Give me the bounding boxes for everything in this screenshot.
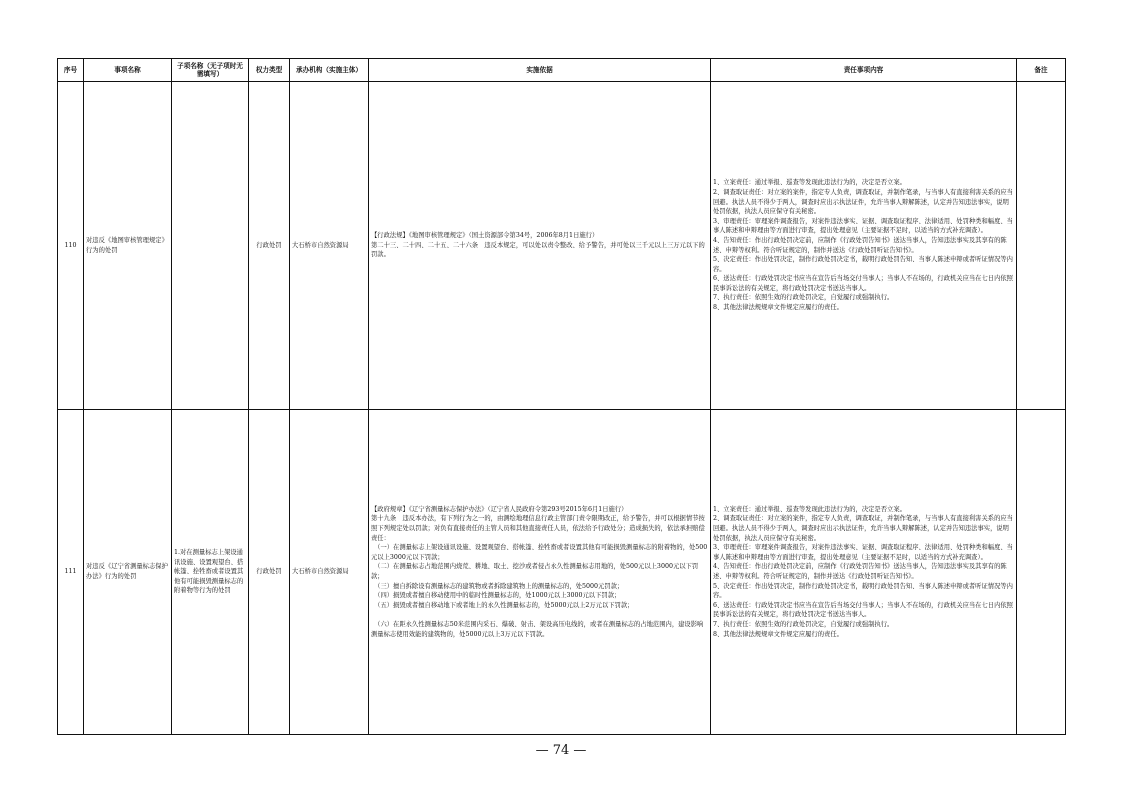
header-note: 备注 xyxy=(1017,59,1066,82)
header-responsibility: 责任事项内容 xyxy=(711,59,1017,82)
row-responsibility: 1、立案责任：通过举报、巡查等发现此违法行为的，决定是否立案。 2、调查取证责任：对立案的案件，指定专人负责，调查取证，并制作笔录，与当事人有直接利害关系的应当回避。执法人员不得少于两人，调查时应出示执法证件，允许当事人辩解陈述，认定并告知违法事实，说明处罚依据，执法人员应保守有关秘密。 3、审理责任：审理案件调查报告，对案件违法事实、证据、调查取证程序、法律适用、处罚种类和幅度、当事人陈述和申辩理由等方面进行审查，提出处理意见（主要证据不足时，以适当的方式补充调查）。 4、告知责任：作出行政处罚决定前，应制作《行政处罚告知书》送达当事人，告知违法事实及其享有的陈述、申辩等权利。符合听证规定的，制作并送达《行政处罚听证告知书》。 5、决定责任：作出处罚决定，制作行政处罚决定书，载明行政处罚告知、当事人陈述申辩或者听证情况等内容。 6、送达责任：行政处罚决定书应当在宣告后当场交付当事人；当事人不在场的，行政机关应当在七日内依照民事诉讼法的有关规定，将行政处罚决定书送达当事人。 7、执行责任：依照生效的行政处罚决定，自觉履行或强制执行。 8、其他法律法规规章文件规定应履行的责任。 xyxy=(711,82,1017,410)
row-note xyxy=(1017,410,1066,735)
table-row xyxy=(58,82,1066,410)
row-note xyxy=(1017,82,1066,410)
power-list-table xyxy=(57,58,1066,735)
header-power-type: 权力类型 xyxy=(249,59,290,82)
row-org: 大石桥市自然资源局 xyxy=(290,410,369,735)
row-seq: 110 xyxy=(58,82,84,410)
header-row xyxy=(58,59,1066,82)
header-basis: 实施依据 xyxy=(369,59,711,82)
row-responsibility: 1、立案责任：通过举报、巡查等发现此违法行为的，决定是否立案。 2、调查取证责任：对立案的案件，指定专人负责，调查取证，并制作笔录，与当事人有直接利害关系的应当回避。执法人员不得少于两人，调查时应出示执法证件，允许当事人辩解陈述，认定并告知违法事实，说明处罚依据，执法人员应保守有关秘密。 3、审理责任：审理案件调查报告，对案件违法事实、证据、调查取证程序、法律适用、处罚种类和幅度、当事人陈述和申辩理由等方面进行审查，提出处理意见（主要证据不足时，以适当的方式补充调查）。 4、告知责任：作出行政处罚决定前，应制作《行政处罚告知书》送达当事人，告知违法事实及其享有的陈述、申辩等权利。符合听证规定的，制作并送达《行政处罚听证告知书》。 5、决定责任：作出处罚决定，制作行政处罚决定书，载明行政处罚告知、当事人陈述申辩或者听证情况等内容。 6、送达责任：行政处罚决定书应当在宣告后当场交付当事人；当事人不在场的，行政机关应当在七日内依照民事诉讼法的有关规定，将行政处罚决定书送达当事人。 7、执行责任：依照生效的行政处罚决定，自觉履行或强制执行。 8、其他法律法规规章文件规定应履行的责任。 xyxy=(711,410,1017,735)
row-basis: 【行政法规】《地图审核管理规定》（国土资源部令第34号，2006年8月1日施行） 第二十三、二十四、二十五、二十六条 违反本规定，可以处以责令整改、给予警告，并可处以三千元以上三万元以下的罚款。 xyxy=(369,82,711,410)
row-org: 大石桥市自然资源局 xyxy=(290,82,369,410)
row-sub-item: 1.对在测量标志上架设通讯设施、设置观望台、搭帐篷、拴牲畜或者设置其他有可能损毁测量标志的附着物等行为的处罚 xyxy=(172,410,249,735)
table-row xyxy=(58,410,1066,735)
row-item-name: 对违反《地图审核管理规定》行为的处罚 xyxy=(84,82,172,410)
header-sub-item: 子项名称（无子项时无需填写） xyxy=(172,59,249,82)
header-seq: 序号 xyxy=(58,59,84,82)
row-power-type: 行政处罚 xyxy=(249,82,290,410)
row-item-name: 对违反《辽宁省测量标志保护办法》行为的处罚 xyxy=(84,410,172,735)
page-number: — 74 — xyxy=(535,743,587,758)
header-org: 承办机构（实施主体） xyxy=(290,59,369,82)
header-item-name: 事项名称 xyxy=(84,59,172,82)
row-power-type: 行政处罚 xyxy=(249,410,290,735)
row-basis: 【政府规章】《辽宁省测量标志保护办法》（辽宁省人民政府令第293号2015年6月1日施行） 第十九条 违反本办法，有下列行为之一的，由测绘地理信息行政主管部门责令限期改正，给予警告，并可以根据情节按照下列规定处以罚款；对负有直接责任的主管人员和其他直接责任人员，依法给予行政处分；造成损失的，依法承担赔偿责任： （一）在测量标志上架设通讯设施、设置观望台、搭帐篷、拴牲畜或者设置其他有可能损毁测量标志的附着物的，处500元以上3000元以下罚款； （二）在测量标志占地范围内烧荒、耕地、取土、挖沙或者侵占永久性测量标志用地的，处500元以上3000元以下罚款； （三）擅自拆除设有测量标志的建筑物或者拆除建筑物上的测量标志的，处5000元罚款； （四）损毁或者擅自移动使用中的临时性测量标志的，处1000元以上3000元以下罚款； （五）损毁或者擅自移动地下或者地上的永久性测量标志的，处5000元以上2万元以下罚款； （六）在距永久性测量标志50米范围内采石、爆破、射击、架设高压电线的，或者在测量标志的占地范围内，建设影响测量标志使用效能的建筑物的，处5000元以上3万元以下罚款。 xyxy=(369,410,711,735)
row-sub-item xyxy=(172,82,249,410)
row-seq: 111 xyxy=(58,410,84,735)
